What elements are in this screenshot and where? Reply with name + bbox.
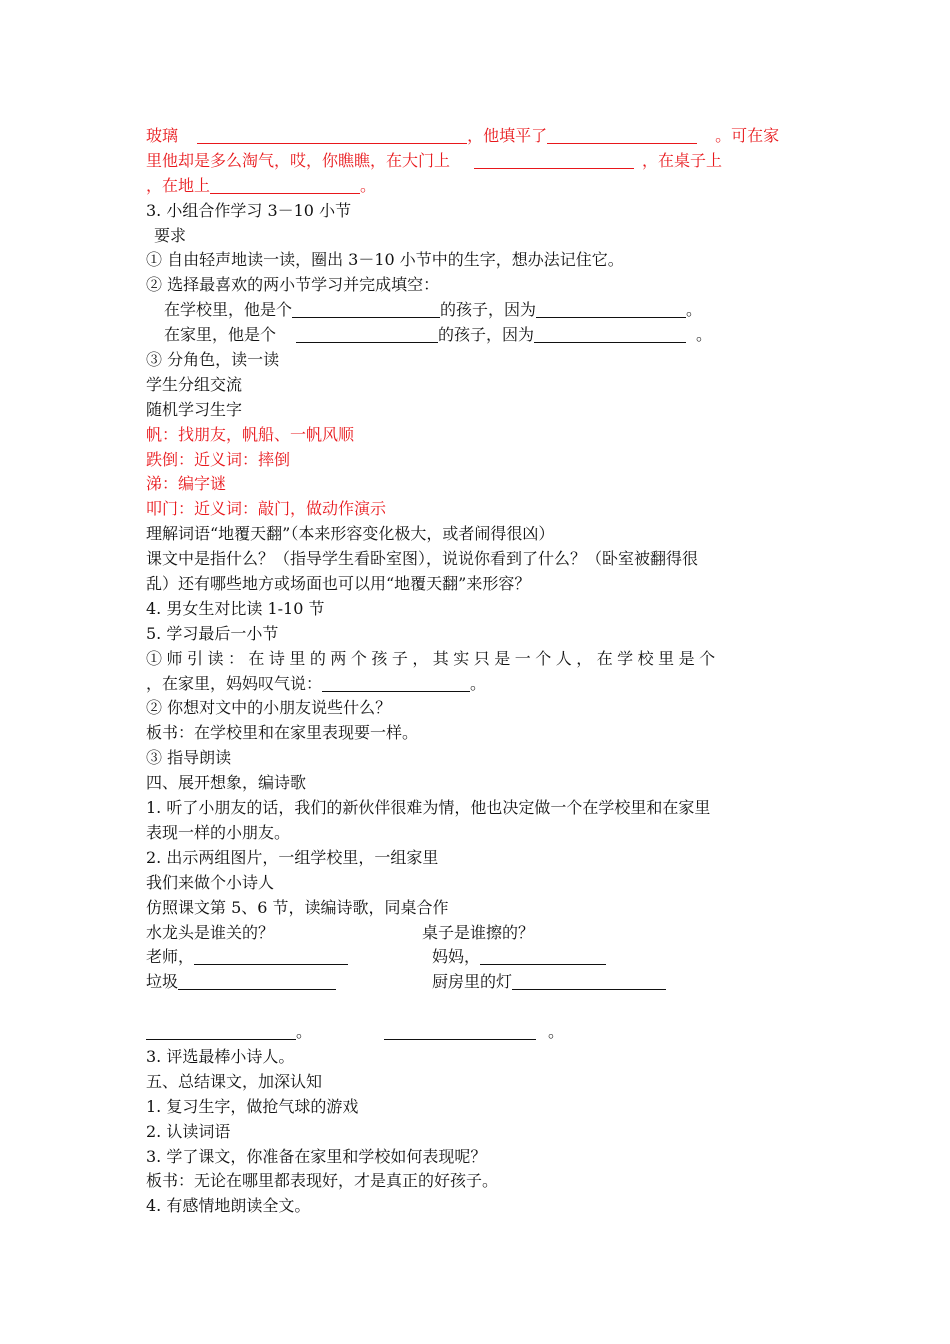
- text-line: 4. 男女生对比读 1-10 节: [146, 598, 325, 618]
- text-line: ③ 分角色，读一读: [146, 350, 280, 370]
- text: 。: [696, 325, 713, 345]
- text-line: 叩门：近义词：敲门，做动作演示: [146, 499, 387, 519]
- text: 在家里，他是个: [164, 325, 277, 345]
- fill-blank: [384, 1022, 536, 1040]
- text-line: [146, 672, 810, 697]
- text-line: [146, 174, 810, 199]
- text: ，在家里，妈妈叹气说：: [146, 673, 323, 693]
- poem-row: [146, 970, 810, 995]
- text-line: 乱）还有哪些地方或场面也可以用“地覆天翻”来形容？: [146, 574, 531, 594]
- poem-cell: [432, 970, 666, 995]
- text: 。可在家: [715, 126, 780, 145]
- text-line: 3. 评选最棒小诗人。: [146, 1046, 295, 1066]
- text-line: 我们来做个小诗人: [146, 872, 275, 892]
- poem-cell: [384, 1020, 564, 1045]
- text-line: 板书：无论在哪里都表现好，才是真正的好孩子。: [146, 1171, 499, 1191]
- fill-blank: [194, 947, 348, 965]
- poem-row: [146, 945, 810, 970]
- text: 。: [548, 1022, 565, 1042]
- text: 厨房里的灯: [432, 972, 513, 992]
- fill-blank: [536, 300, 686, 318]
- fill-blank: [547, 126, 697, 144]
- text-line: 表现一样的小朋友。: [146, 822, 291, 842]
- section-heading: 3. 小组合作学习 3－10 小节: [146, 200, 352, 220]
- fill-blank: [292, 300, 440, 318]
- fill-blank: [210, 176, 360, 194]
- text-line: 课文中是指什么？（指导学生看卧室图），说说你看到了什么？（卧室被翻得很: [146, 549, 699, 569]
- text-line: ② 你想对文中的小朋友说些什么？: [146, 698, 392, 718]
- text-line: ① 自由轻声地读一读，圈出 3－10 小节中的生字，想办法记住它。: [146, 250, 624, 270]
- text: 。: [360, 175, 377, 195]
- poem-cell: [432, 945, 606, 970]
- text-line: 3. 学了课文，你准备在家里和学校如何表现呢？: [146, 1146, 487, 1166]
- text-line: 4. 有感情地朗读全文。: [146, 1196, 311, 1216]
- text-line: ② 选择最喜欢的两小节学习并完成填空：: [146, 275, 440, 295]
- poem-row: [146, 1020, 810, 1045]
- document-page: [146, 124, 810, 1219]
- text-line: [146, 124, 810, 149]
- fill-blank: [322, 674, 470, 692]
- text-line: ① 师 引 读 ： 在 诗 里 的 两 个 孩 子 ， 其 实 只 是 一 个 人 ， 在 学 校 里 是 个: [146, 648, 715, 668]
- text: 的孩子，因为: [438, 325, 535, 345]
- text-line: [146, 323, 810, 348]
- text: ，在地上: [146, 175, 211, 195]
- text-line: 帆：找朋友，帆船、一帆风顺: [146, 424, 355, 444]
- text-line: 5. 学习最后一小节: [146, 623, 279, 643]
- text: 。: [686, 300, 703, 320]
- text: ，在桌子上: [642, 150, 723, 170]
- text: 里他却是多么淘气，哎，你瞧瞧，在大门上: [146, 150, 451, 170]
- text-line: 要求: [154, 225, 187, 245]
- text-line: 2. 认读词语: [146, 1121, 231, 1141]
- text: 老师，: [146, 947, 195, 967]
- fill-blank: [146, 1022, 296, 1040]
- text-line: 理解词语“地覆天翻”（本来形容变化极大，或者闹得很凶）: [146, 524, 555, 544]
- text: 玻璃: [146, 126, 179, 145]
- fill-blank: [474, 151, 634, 169]
- fill-blank: [197, 126, 467, 144]
- text-line: 随机学习生字: [146, 399, 243, 419]
- text-line: [146, 149, 810, 174]
- text-line: [146, 298, 810, 323]
- section-heading: 五、总结课文，加深认知: [146, 1071, 323, 1091]
- text-line: 涕：编字谜: [146, 474, 227, 494]
- text: 水龙头是谁关的？: [146, 922, 275, 942]
- text-line: ③ 指导朗读: [146, 748, 232, 768]
- fill-blank: [178, 972, 336, 990]
- text-line: 学生分组交流: [146, 374, 243, 394]
- fill-blank: [480, 947, 606, 965]
- text-line: 2. 出示两组图片，一组学校里，一组家里: [146, 847, 439, 867]
- section-heading: 四、展开想象，编诗歌: [146, 773, 307, 793]
- text-line: 1. 听了小朋友的话，我们的新伙伴很难为情，他也决定做一个在学校里和在家里: [146, 798, 711, 818]
- text: 垃圾: [146, 972, 179, 992]
- text: 在学校里，他是个: [164, 300, 293, 320]
- fill-blank: [296, 325, 438, 343]
- text-line: 1. 复习生字，做抢气球的游戏: [146, 1096, 359, 1116]
- text-line: 板书：在学校里和在家里表现要一样。: [146, 723, 419, 743]
- text: 。: [470, 673, 487, 693]
- text: 妈妈，: [432, 947, 481, 967]
- fill-blank: [534, 325, 686, 343]
- text-line: 跌倒：近义词：摔倒: [146, 449, 291, 469]
- fill-blank: [512, 972, 666, 990]
- text: 桌子是谁擦的？: [422, 922, 535, 942]
- text: 的孩子，因为: [440, 300, 537, 320]
- poem-row: [146, 921, 810, 946]
- text-line: 仿照课文第 5、6 节，读编诗歌，同桌合作: [146, 897, 449, 917]
- text: ，他填平了: [467, 126, 548, 145]
- text: 。: [296, 1022, 313, 1042]
